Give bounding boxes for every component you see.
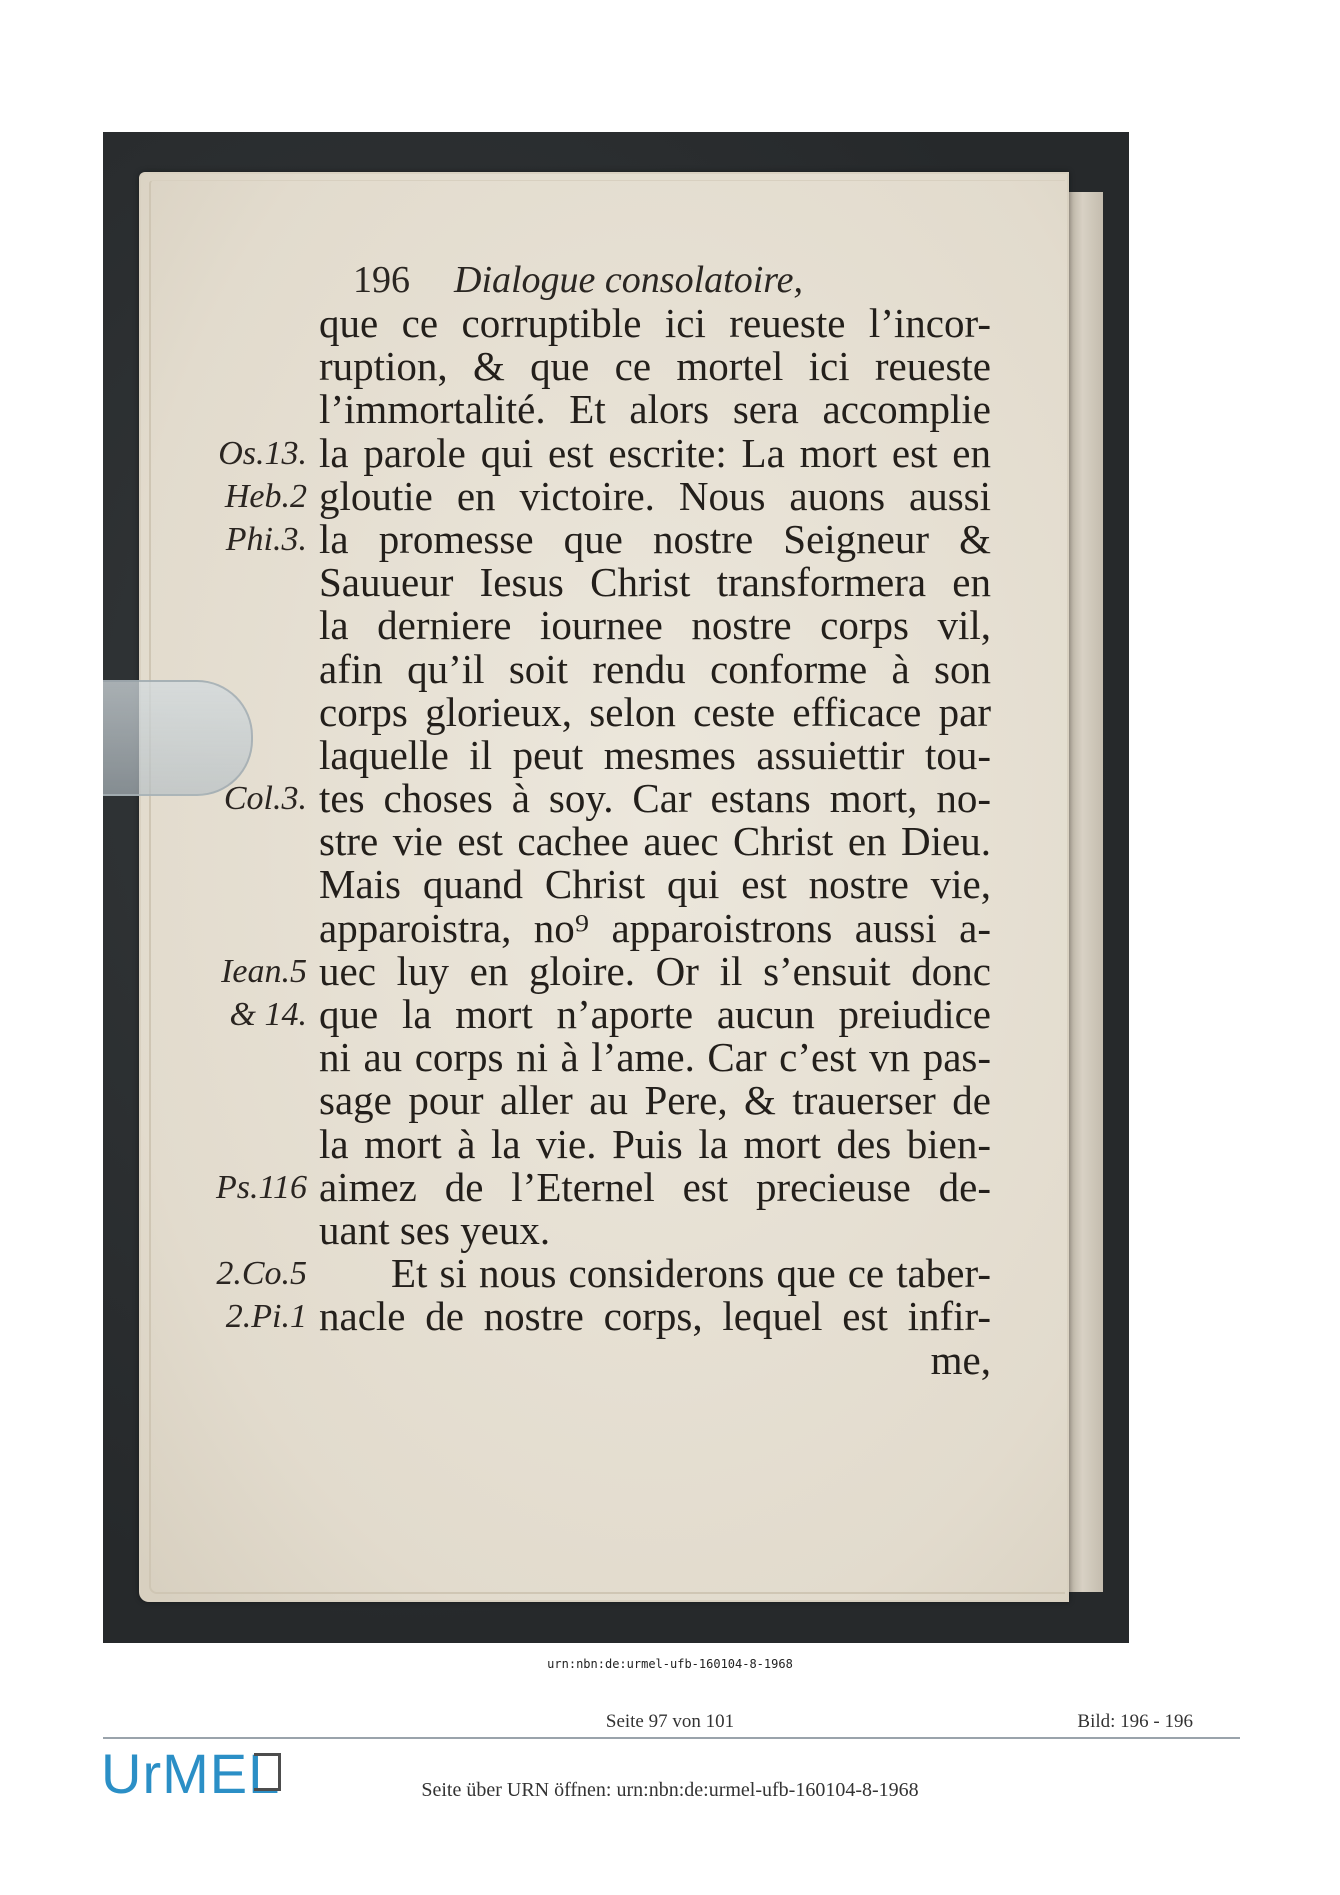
text-line-content: ruption, & que ce mortel ici reueste bbox=[319, 343, 991, 390]
facing-page-edge bbox=[1069, 192, 1103, 1592]
text-line bbox=[319, 1206, 991, 1253]
text-line bbox=[224, 472, 991, 519]
footer-divider bbox=[103, 1737, 1240, 1739]
text-line-content: nacle de nostre corps, lequel est infir- bbox=[319, 1293, 991, 1340]
margin-reference: 2.Pi.1 bbox=[225, 1298, 307, 1336]
text-line bbox=[319, 561, 991, 604]
text-line-content: uant ses yeux. bbox=[319, 1206, 551, 1253]
scanned-page-image bbox=[103, 132, 1129, 1643]
margin-reference: Ps.116 bbox=[216, 1168, 307, 1206]
text-line bbox=[319, 388, 991, 431]
text-line bbox=[216, 1250, 991, 1297]
running-head bbox=[353, 258, 803, 302]
page-info: Seite 97 von 101 bbox=[605, 1711, 735, 1732]
text-line bbox=[319, 645, 991, 692]
image-info: Bild: 196 - 196 bbox=[1077, 1711, 1193, 1732]
body-text bbox=[216, 300, 991, 1383]
text-line-content: la derniere iournee nostre corps vil, bbox=[319, 602, 991, 649]
text-line bbox=[319, 1079, 991, 1122]
margin-reference: Heb.2 bbox=[224, 477, 307, 515]
text-line bbox=[225, 515, 991, 562]
margin-reference: & 14. bbox=[229, 996, 307, 1033]
text-line bbox=[319, 688, 991, 735]
text-line-content: corps glorieux, selon ceste efficace par bbox=[319, 688, 991, 735]
text-line-content: apparoistra, no⁹ apparoistrons aussi a- bbox=[319, 904, 991, 951]
text-line bbox=[319, 345, 991, 388]
margin-reference: 2.Co.5 bbox=[216, 1255, 307, 1293]
text-line-content: la mort à la vie. Puis la mort des bien- bbox=[319, 1120, 991, 1167]
text-line-content: tes choses à soy. Car estans mort, no- bbox=[319, 775, 991, 822]
text-line-content: gloutie en victoire. Nous auons aussi bbox=[319, 472, 991, 519]
page-number: 196 bbox=[353, 259, 410, 301]
text-line bbox=[319, 1336, 991, 1383]
text-line-content: ni au corps ni à l’ame. Car c’est vn pas- bbox=[319, 1034, 991, 1081]
text-line bbox=[319, 1120, 991, 1167]
text-line bbox=[319, 302, 991, 345]
text-line bbox=[225, 1293, 991, 1340]
text-line bbox=[319, 604, 991, 647]
text-line bbox=[319, 1036, 991, 1079]
text-line bbox=[319, 731, 991, 778]
text-line-content: aimez de l’Eternel est precieuse de- bbox=[319, 1163, 991, 1210]
text-line-content: sage pour aller au Pere, & trauerser de bbox=[319, 1077, 991, 1124]
text-line-content: la parole qui est escrite: La mort est en bbox=[319, 429, 991, 476]
text-line-content: uec luy en gloire. Or il s’ensuit donc bbox=[319, 947, 991, 994]
text-line-content: stre vie est cachee auec Christ en Dieu. bbox=[319, 818, 991, 865]
text-line bbox=[229, 991, 991, 1037]
urmel-logo[interactable]: UrMEL bbox=[101, 1742, 281, 1805]
text-line bbox=[218, 429, 991, 476]
urn-link[interactable]: Seite über URN öffnen: urn:nbn:de:urmel-ufb-160104-8-1968 bbox=[421, 1779, 919, 1801]
text-line-content: me, bbox=[930, 1336, 991, 1383]
text-line-content: l’immortalité. Et alors sera accomplie bbox=[319, 386, 991, 433]
text-line-content: que la mort n’aporte aucun preiudice bbox=[319, 991, 991, 1037]
margin-reference: Col.3. bbox=[223, 780, 307, 818]
margin-reference: Iean.5 bbox=[221, 952, 307, 990]
text-line-content: laquelle il peut mesmes assuiettir tou- bbox=[319, 731, 991, 778]
text-line-content: Sauueur Iesus Christ transformera en bbox=[319, 559, 991, 606]
text-line bbox=[223, 775, 991, 822]
text-line-content: la promesse que nostre Seigneur & bbox=[319, 515, 991, 562]
running-title: Dialogue consolatoire, bbox=[454, 259, 803, 301]
urn-caption: urn:nbn:de:urmel-ufb-160104-8-1968 bbox=[547, 1657, 793, 1671]
text-line bbox=[319, 820, 991, 863]
text-line-content: afin qu’il soit rendu conforme à son bbox=[319, 645, 991, 692]
text-line bbox=[319, 863, 991, 906]
text-line bbox=[216, 1163, 991, 1210]
text-line bbox=[319, 904, 991, 951]
text-line-content: que ce corruptible ici reueste l’incor- bbox=[319, 300, 991, 346]
text-line bbox=[221, 947, 991, 994]
margin-reference: Phi.3. bbox=[225, 520, 307, 558]
margin-reference: Os.13. bbox=[218, 434, 307, 472]
text-line-content: Mais quand Christ qui est nostre vie, bbox=[319, 861, 991, 908]
text-line-content: Et si nous considerons que ce taber- bbox=[391, 1250, 991, 1297]
